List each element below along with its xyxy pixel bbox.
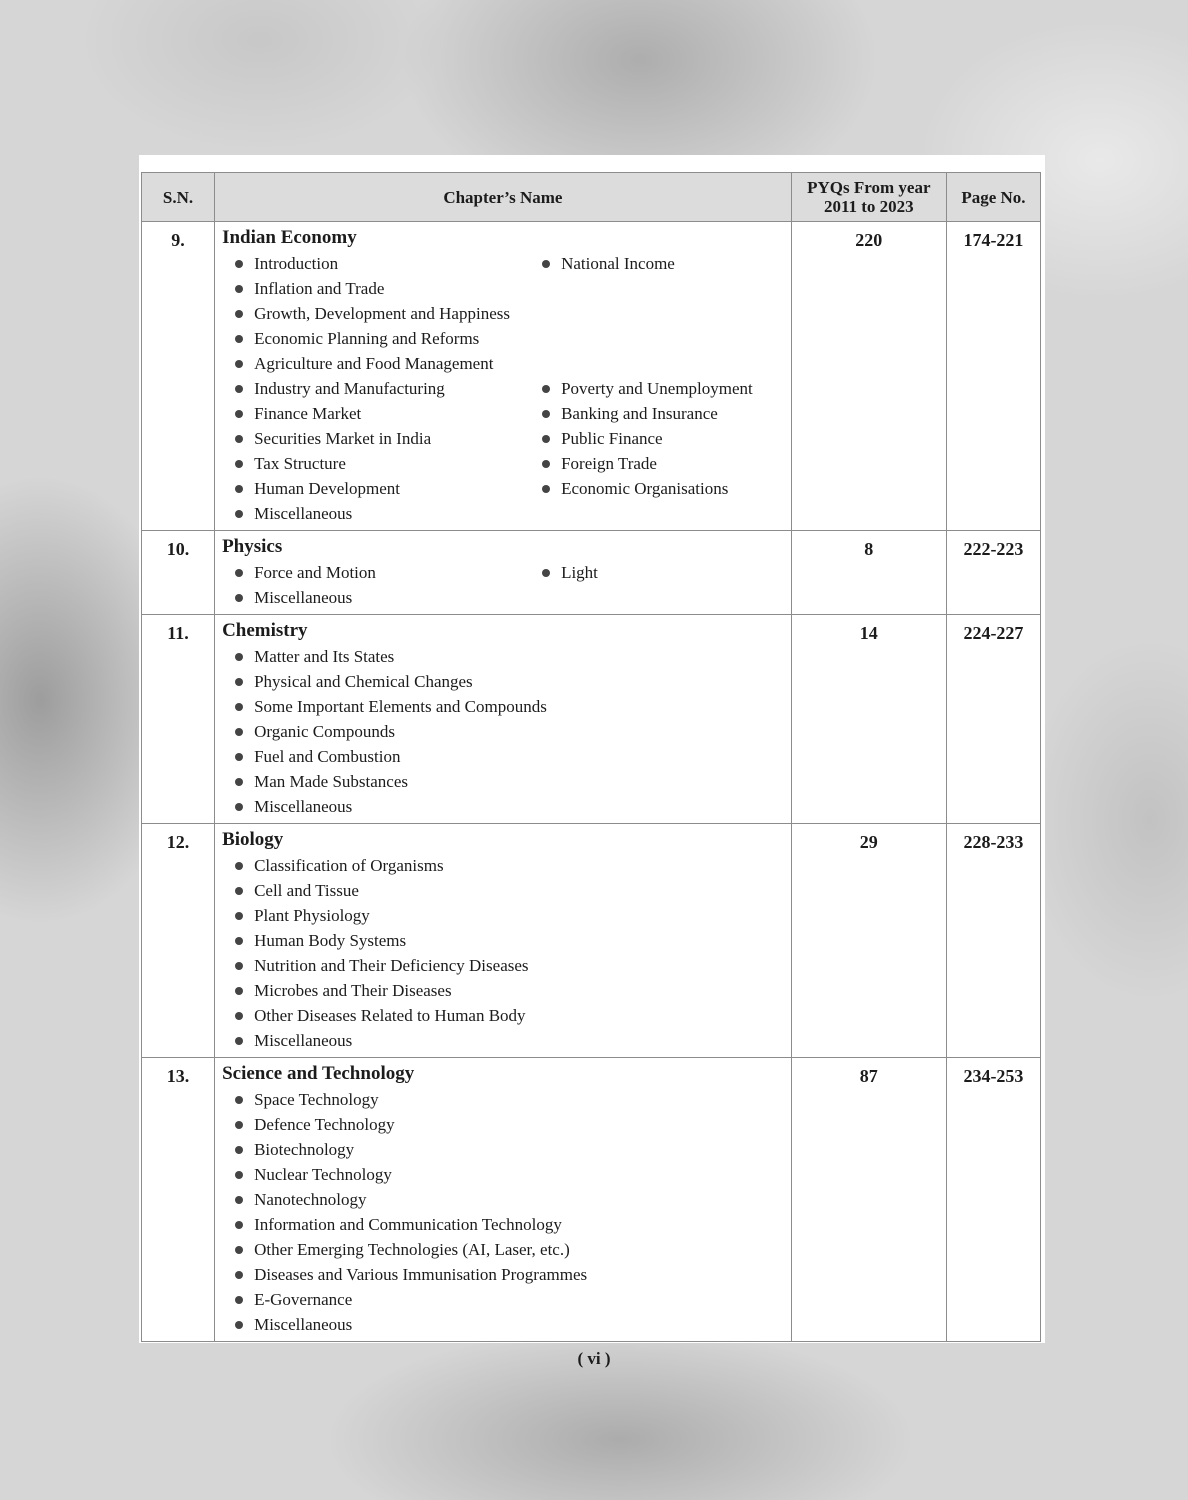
bullet-icon bbox=[235, 1321, 243, 1329]
topic-label: Miscellaneous bbox=[254, 797, 353, 816]
topic-item bbox=[222, 644, 529, 669]
bullet-icon bbox=[235, 460, 243, 468]
table-body bbox=[142, 222, 1041, 1342]
topic-item bbox=[222, 585, 529, 610]
topic-label: Poverty and Unemployment bbox=[561, 379, 753, 398]
topic-empty-slot bbox=[529, 978, 784, 1003]
bullet-icon bbox=[235, 703, 243, 711]
bullet-icon bbox=[542, 485, 550, 493]
topic-empty-slot bbox=[529, 1087, 784, 1112]
chapter-title: Biology bbox=[222, 829, 284, 850]
topic-label: Man Made Substances bbox=[254, 772, 408, 791]
topic-item bbox=[529, 476, 784, 501]
bullet-icon bbox=[235, 310, 243, 318]
header-chapter-name: Chapter’s Name bbox=[215, 173, 792, 222]
page-range: 228-233 bbox=[946, 824, 1040, 1058]
table-row bbox=[142, 531, 1041, 615]
bullet-icon bbox=[235, 862, 243, 870]
chapter-title: Chemistry bbox=[222, 620, 308, 641]
topic-label: Economic Organisations bbox=[561, 479, 729, 498]
bullet-icon bbox=[542, 385, 550, 393]
topic-item bbox=[222, 376, 529, 401]
chapter-title: Science and Technology bbox=[222, 1063, 415, 1084]
topic-item bbox=[222, 719, 529, 744]
topic-item bbox=[222, 978, 529, 1003]
topic-item bbox=[222, 1028, 529, 1053]
topic-item bbox=[222, 501, 529, 526]
bullet-icon bbox=[235, 569, 243, 577]
serial-number: 9. bbox=[142, 222, 215, 531]
topic-list bbox=[222, 644, 787, 819]
topic-list bbox=[222, 560, 787, 610]
bullet-icon bbox=[235, 912, 243, 920]
topic-label: Nutrition and Their Deficiency Diseases bbox=[254, 956, 529, 975]
topic-empty-slot bbox=[529, 1187, 784, 1212]
topic-item bbox=[529, 376, 784, 401]
bullet-icon bbox=[235, 1037, 243, 1045]
topic-item bbox=[529, 451, 784, 476]
topic-empty-slot bbox=[529, 928, 784, 953]
topic-label: Miscellaneous bbox=[254, 1315, 353, 1334]
topic-item bbox=[222, 326, 529, 351]
header-sn: S.N. bbox=[142, 173, 215, 222]
topic-empty-slot bbox=[529, 326, 784, 351]
topic-label: Miscellaneous bbox=[254, 1031, 353, 1050]
topic-label: Force and Motion bbox=[254, 563, 376, 582]
bullet-icon bbox=[235, 1146, 243, 1154]
topic-label: Human Body Systems bbox=[254, 931, 407, 950]
topic-label: Matter and Its States bbox=[254, 647, 395, 666]
topic-empty-slot bbox=[529, 501, 784, 526]
pyq-count: 87 bbox=[791, 1058, 946, 1342]
topic-label: E-Governance bbox=[254, 1290, 353, 1309]
bullet-icon bbox=[235, 360, 243, 368]
topic-label: Other Emerging Technologies (AI, Laser, etc.) bbox=[254, 1240, 570, 1259]
topic-label: Diseases and Various Immunisation Programmes bbox=[254, 1265, 588, 1284]
bullet-icon bbox=[235, 1012, 243, 1020]
topic-item bbox=[222, 928, 529, 953]
header-page-no: Page No. bbox=[946, 173, 1040, 222]
topic-item bbox=[222, 1262, 588, 1287]
table-row bbox=[142, 222, 1041, 531]
topic-label: Tax Structure bbox=[254, 454, 346, 473]
bullet-icon bbox=[542, 260, 550, 268]
topic-item bbox=[222, 794, 529, 819]
topic-empty-slot bbox=[529, 953, 784, 978]
bullet-icon bbox=[235, 1221, 243, 1229]
topic-label: Agriculture and Food Management bbox=[254, 354, 494, 373]
header-pyqs-line2: 2011 to 2023 bbox=[823, 197, 914, 216]
topic-empty-slot bbox=[529, 1287, 784, 1312]
topic-item bbox=[222, 451, 529, 476]
topic-empty-slot bbox=[529, 719, 784, 744]
bullet-icon bbox=[235, 594, 243, 602]
topic-label: Other Diseases Related to Human Body bbox=[254, 1006, 526, 1025]
topic-empty-slot bbox=[529, 644, 784, 669]
topic-empty-slot bbox=[529, 1162, 784, 1187]
topic-empty-slot bbox=[529, 1028, 784, 1053]
topic-empty-slot bbox=[529, 1237, 784, 1262]
topic-label: Industry and Manufacturing bbox=[254, 379, 445, 398]
topic-list bbox=[222, 853, 787, 1053]
topic-empty-slot bbox=[529, 694, 784, 719]
topic-item bbox=[222, 853, 529, 878]
topic-empty-slot bbox=[529, 585, 784, 610]
topic-label: Foreign Trade bbox=[561, 454, 657, 473]
topic-item bbox=[222, 744, 529, 769]
bullet-icon bbox=[235, 753, 243, 761]
topic-item bbox=[222, 1187, 529, 1212]
bullet-icon bbox=[235, 385, 243, 393]
table-row bbox=[142, 824, 1041, 1058]
bullet-icon bbox=[235, 937, 243, 945]
serial-number: 10. bbox=[142, 531, 215, 615]
bullet-icon bbox=[235, 778, 243, 786]
topic-label: Inflation and Trade bbox=[254, 279, 385, 298]
bullet-icon bbox=[542, 460, 550, 468]
topic-item bbox=[222, 476, 529, 501]
serial-number: 11. bbox=[142, 615, 215, 824]
topic-item bbox=[222, 1312, 529, 1337]
bullet-icon bbox=[235, 435, 243, 443]
bullet-icon bbox=[235, 510, 243, 518]
topic-label: Introduction bbox=[254, 254, 339, 273]
bullet-icon bbox=[235, 485, 243, 493]
topic-item bbox=[222, 878, 529, 903]
bullet-icon bbox=[235, 1246, 243, 1254]
topic-empty-slot bbox=[529, 301, 784, 326]
topic-list bbox=[222, 251, 787, 526]
bullet-icon bbox=[235, 653, 243, 661]
topic-item bbox=[222, 1287, 529, 1312]
topic-item bbox=[222, 953, 529, 978]
topic-label: Nanotechnology bbox=[254, 1190, 367, 1209]
topic-empty-slot bbox=[529, 276, 784, 301]
serial-number: 12. bbox=[142, 824, 215, 1058]
bullet-icon bbox=[542, 410, 550, 418]
topic-label: Miscellaneous bbox=[254, 504, 353, 523]
topic-label: Nuclear Technology bbox=[254, 1165, 392, 1184]
table-header bbox=[142, 173, 1041, 222]
bullet-icon bbox=[235, 410, 243, 418]
topic-label: Light bbox=[561, 563, 598, 582]
header-pyqs-line1: PYQs From year bbox=[807, 178, 931, 197]
topic-label: Miscellaneous bbox=[254, 588, 353, 607]
pyq-count: 14 bbox=[791, 615, 946, 824]
topic-empty-slot bbox=[529, 1312, 784, 1337]
topic-empty-slot bbox=[529, 669, 784, 694]
contents-table bbox=[141, 172, 1041, 1342]
topic-empty-slot bbox=[529, 903, 784, 928]
bullet-icon bbox=[235, 728, 243, 736]
topic-item bbox=[222, 1162, 529, 1187]
bullet-icon bbox=[235, 962, 243, 970]
page-number: ( vi ) bbox=[577, 1349, 611, 1368]
page-range: 234-253 bbox=[946, 1058, 1040, 1342]
topic-item bbox=[222, 1137, 529, 1162]
topic-item bbox=[222, 301, 529, 326]
topic-item bbox=[222, 251, 529, 276]
bullet-icon bbox=[235, 335, 243, 343]
bullet-icon bbox=[235, 803, 243, 811]
topic-label: Banking and Insurance bbox=[561, 404, 718, 423]
topic-item bbox=[222, 276, 529, 301]
topic-item bbox=[222, 694, 547, 719]
topic-label: Organic Compounds bbox=[254, 722, 395, 741]
topic-empty-slot bbox=[529, 1262, 784, 1287]
bullet-icon bbox=[235, 1171, 243, 1179]
topic-label: Economic Planning and Reforms bbox=[254, 329, 480, 348]
topic-empty-slot bbox=[529, 1212, 784, 1237]
topic-item bbox=[529, 560, 784, 585]
topic-label: Physical and Chemical Changes bbox=[254, 672, 473, 691]
bullet-icon bbox=[235, 887, 243, 895]
topic-list bbox=[222, 1087, 787, 1337]
topic-label: Biotechnology bbox=[254, 1140, 355, 1159]
chapter-cell bbox=[215, 531, 792, 615]
topic-item bbox=[222, 1112, 529, 1137]
topic-empty-slot bbox=[529, 853, 784, 878]
topic-label: Information and Communication Technology bbox=[254, 1215, 562, 1234]
topic-empty-slot bbox=[529, 744, 784, 769]
bullet-icon bbox=[235, 1096, 243, 1104]
bullet-icon bbox=[235, 678, 243, 686]
topic-label: Fuel and Combustion bbox=[254, 747, 401, 766]
bullet-icon bbox=[235, 1296, 243, 1304]
topic-label: Space Technology bbox=[254, 1090, 379, 1109]
topic-item bbox=[222, 769, 529, 794]
topic-label: Some Important Elements and Compounds bbox=[254, 697, 547, 716]
chapter-cell bbox=[215, 1058, 792, 1342]
topic-item bbox=[222, 1212, 562, 1237]
topic-item bbox=[222, 903, 529, 928]
topic-label: Growth, Development and Happiness bbox=[254, 304, 510, 323]
topic-empty-slot bbox=[529, 769, 784, 794]
bullet-icon bbox=[235, 260, 243, 268]
topic-item bbox=[222, 669, 529, 694]
header-pyqs bbox=[791, 173, 946, 222]
topic-item bbox=[222, 560, 529, 585]
topic-item bbox=[222, 351, 529, 376]
bullet-icon bbox=[235, 1121, 243, 1129]
topic-item bbox=[529, 251, 784, 276]
topic-item bbox=[529, 426, 784, 451]
bullet-icon bbox=[235, 1271, 243, 1279]
topic-item bbox=[222, 1237, 570, 1262]
bullet-icon bbox=[542, 435, 550, 443]
topic-label: Human Development bbox=[254, 479, 400, 498]
chapter-cell bbox=[215, 824, 792, 1058]
bullet-icon bbox=[235, 987, 243, 995]
topic-item bbox=[222, 426, 529, 451]
topic-empty-slot bbox=[529, 794, 784, 819]
serial-number: 13. bbox=[142, 1058, 215, 1342]
topic-label: Microbes and Their Diseases bbox=[254, 981, 452, 1000]
page-range: 174-221 bbox=[946, 222, 1040, 531]
topic-label: Plant Physiology bbox=[254, 906, 370, 925]
topic-label: Securities Market in India bbox=[254, 429, 432, 448]
topic-empty-slot bbox=[529, 351, 784, 376]
topic-label: Defence Technology bbox=[254, 1115, 395, 1134]
chapter-cell bbox=[215, 222, 792, 531]
chapter-cell bbox=[215, 615, 792, 824]
chapter-title: Physics bbox=[222, 536, 283, 557]
topic-empty-slot bbox=[529, 878, 784, 903]
topic-empty-slot bbox=[529, 1137, 784, 1162]
page-range: 224-227 bbox=[946, 615, 1040, 824]
pyq-count: 8 bbox=[791, 531, 946, 615]
topic-item bbox=[222, 1003, 529, 1028]
topic-item bbox=[222, 401, 529, 426]
topic-item bbox=[529, 401, 784, 426]
table-row bbox=[142, 1058, 1041, 1342]
topic-label: Classification of Organisms bbox=[254, 856, 444, 875]
bullet-icon bbox=[235, 285, 243, 293]
topic-empty-slot bbox=[529, 1003, 784, 1028]
bullet-icon bbox=[542, 569, 550, 577]
topic-label: Cell and Tissue bbox=[254, 881, 359, 900]
topic-label: National Income bbox=[561, 254, 675, 273]
bullet-icon bbox=[235, 1196, 243, 1204]
contents-page bbox=[139, 155, 1045, 1343]
pyq-count: 220 bbox=[791, 222, 946, 531]
topic-empty-slot bbox=[529, 1112, 784, 1137]
table-row bbox=[142, 615, 1041, 824]
topic-label: Finance Market bbox=[254, 404, 362, 423]
topic-label: Public Finance bbox=[561, 429, 663, 448]
topic-item bbox=[222, 1087, 529, 1112]
pyq-count: 29 bbox=[791, 824, 946, 1058]
header-row bbox=[142, 173, 1041, 222]
page-range: 222-223 bbox=[946, 531, 1040, 615]
chapter-title: Indian Economy bbox=[222, 227, 357, 248]
